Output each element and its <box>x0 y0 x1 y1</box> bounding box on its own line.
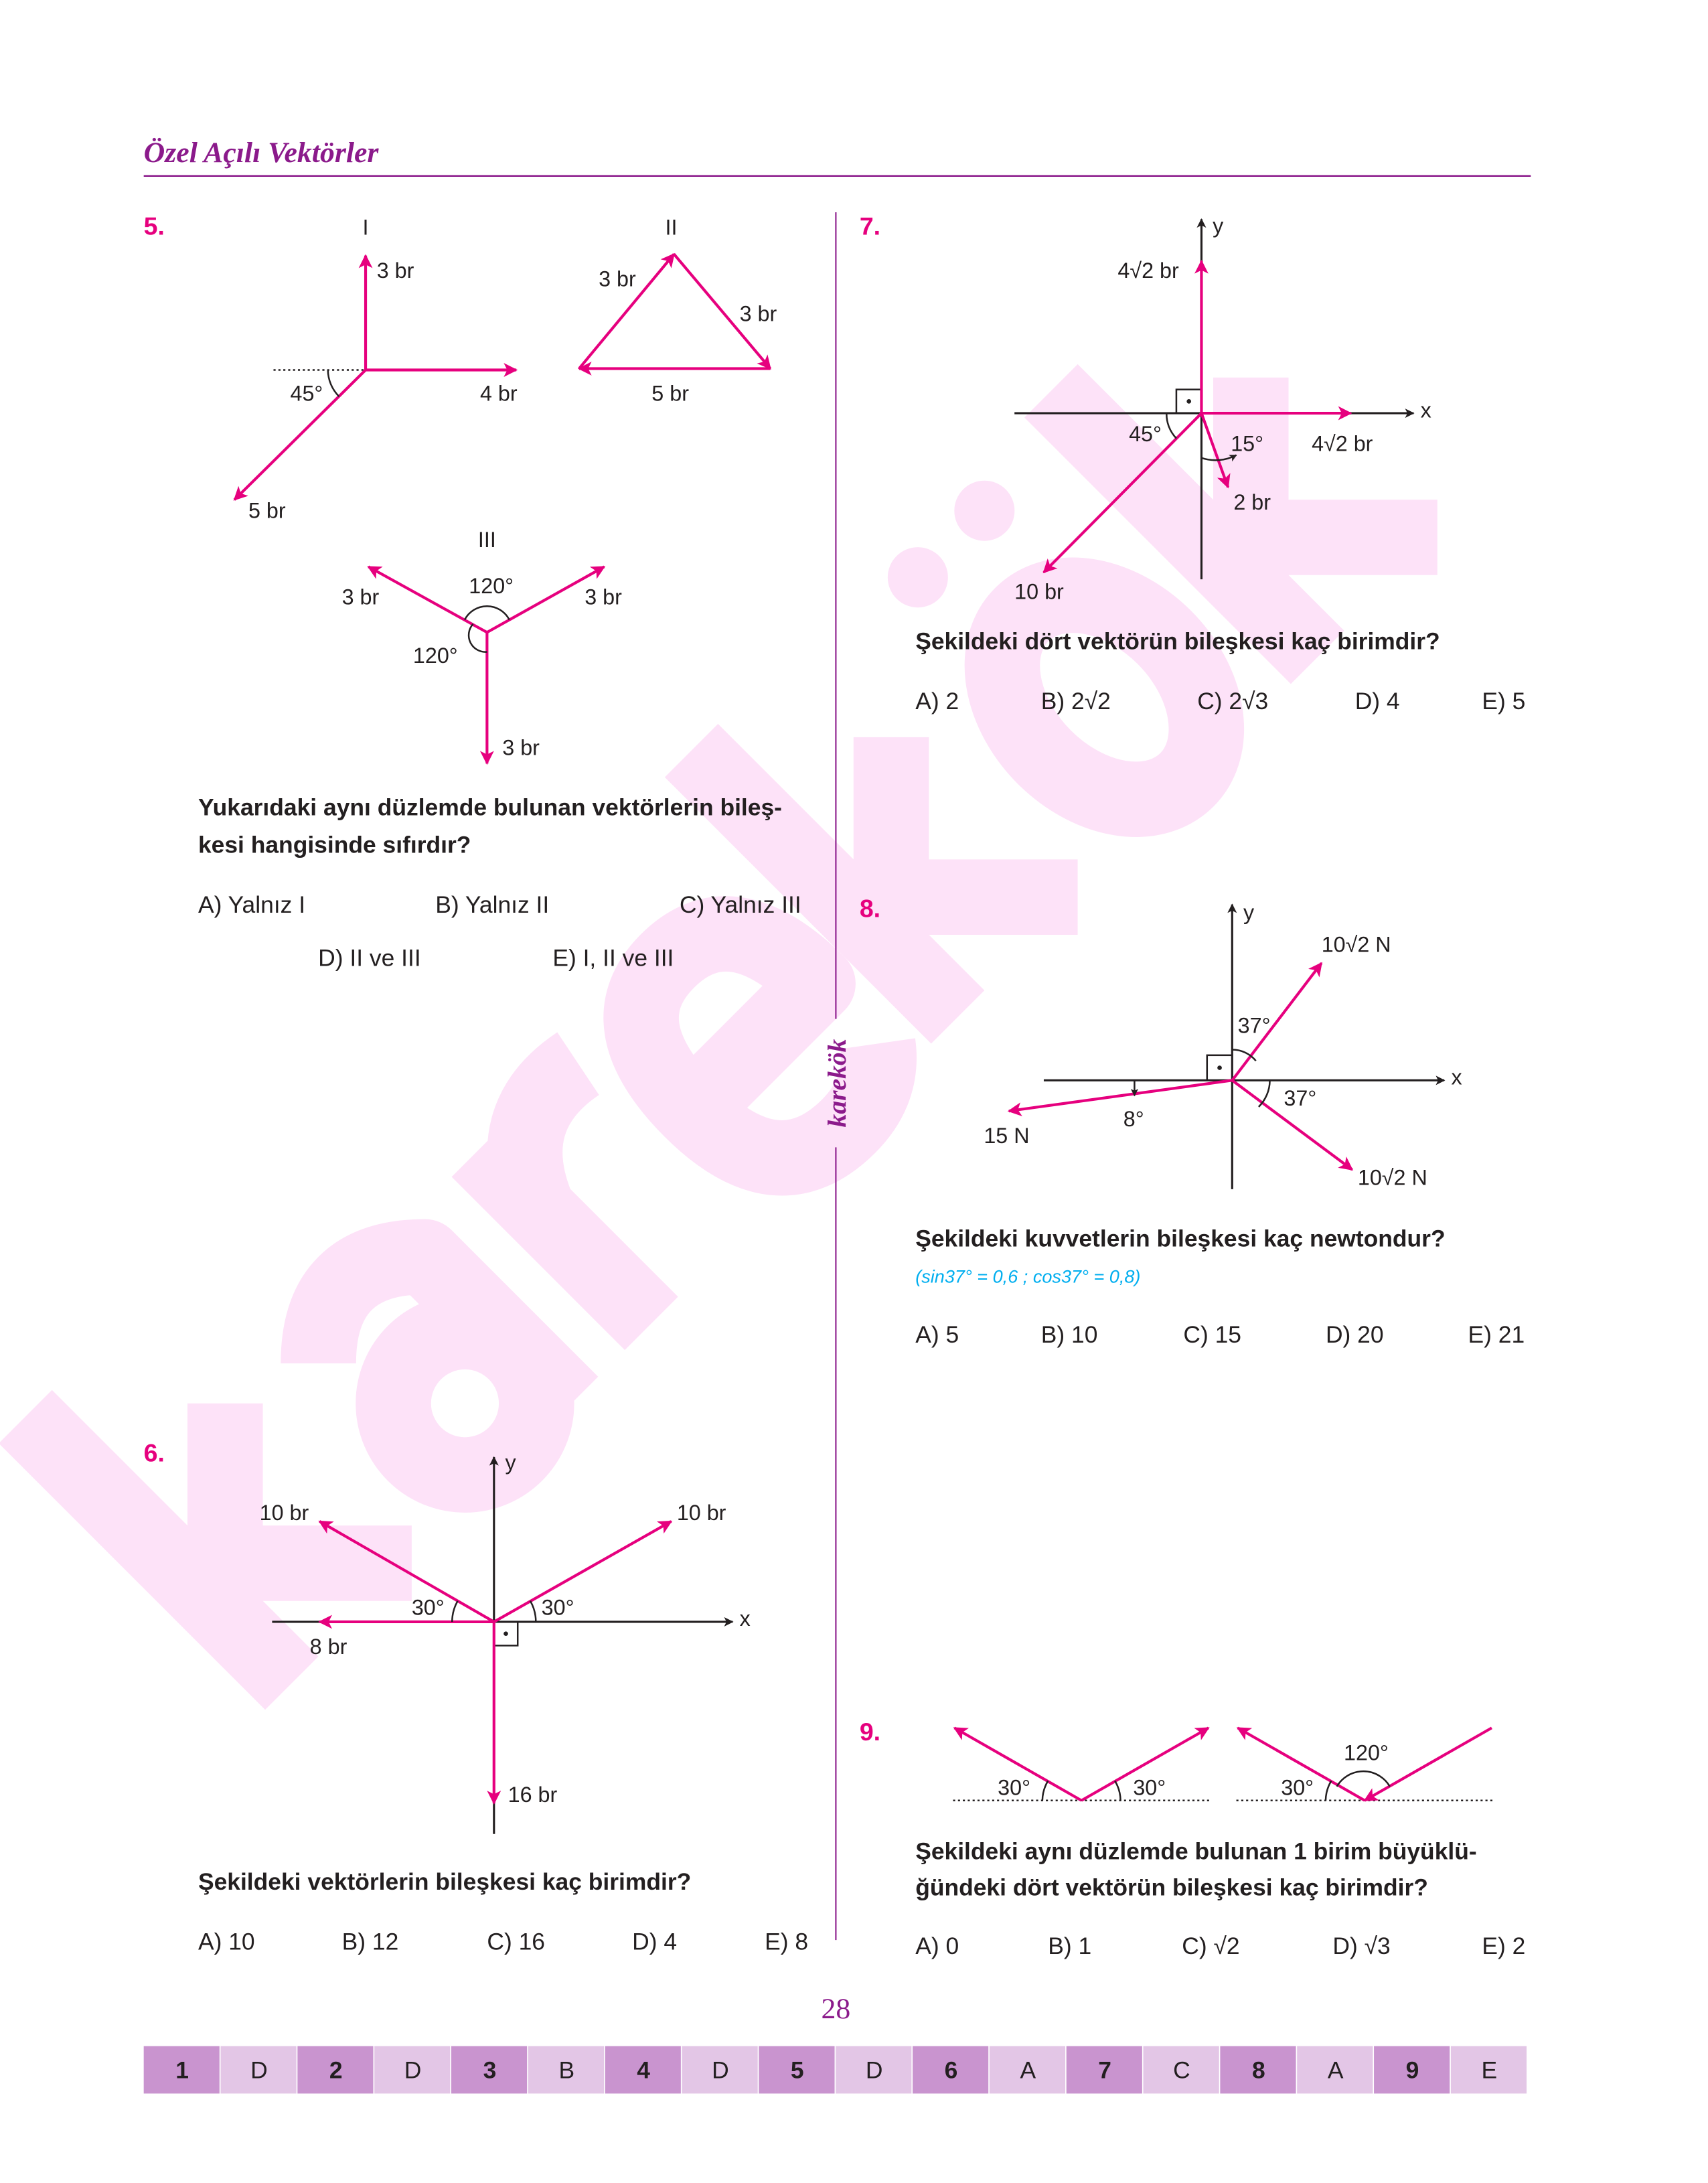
x-axis-label: x <box>1420 398 1431 423</box>
answer-letter: D <box>404 2056 422 2084</box>
option-c: C) Yalnız III <box>679 891 801 919</box>
answer-letter: C <box>1173 2056 1190 2084</box>
angle-label: 30° <box>998 1775 1031 1800</box>
option-d: D) 4 <box>1354 687 1400 714</box>
angle-label: 15° <box>1231 431 1264 456</box>
option-a: A) Yalnız I <box>198 891 306 919</box>
question-text: Şekildeki aynı düzlemde bulunan 1 birim büyüklü- <box>915 1837 1477 1865</box>
option-d: D) II ve III <box>318 944 421 972</box>
option-b: B) 1 <box>1048 1933 1092 1960</box>
answer-letter: D <box>712 2056 729 2084</box>
label: 3 br <box>585 585 622 609</box>
option-a: A) 5 <box>915 1321 959 1349</box>
option-e: E) 21 <box>1468 1321 1525 1349</box>
option-e: E) I, II ve III <box>552 944 674 972</box>
question-number: 5. <box>143 212 165 240</box>
label: 5 br <box>248 498 286 523</box>
question-number: 8. <box>859 894 881 923</box>
option-c: C) 16 <box>487 1928 545 1955</box>
question-text: Yukarıdaki aynı düzlemde bulunan vektörlerin bileş- <box>198 794 782 821</box>
label: 3 br <box>739 301 777 326</box>
answer-key <box>144 2046 1527 2094</box>
label: 4√2 br <box>1117 258 1179 283</box>
y-axis-label: y <box>1213 214 1224 238</box>
question-number: 7. <box>859 212 881 240</box>
option-c: C) √2 <box>1182 1933 1240 1960</box>
question-text: kesi hangisinde sıfırdır? <box>198 831 471 858</box>
question-number: 6. <box>143 1438 165 1467</box>
answer-question-number: 8 <box>1251 2056 1265 2084</box>
label: 2 br <box>1233 490 1271 514</box>
label: 4 br <box>479 381 518 406</box>
angle-label: 30° <box>541 1595 574 1620</box>
answer-question-number: 5 <box>790 2056 804 2084</box>
option-d: D) 20 <box>1325 1321 1384 1349</box>
answer-question-number: 1 <box>175 2056 189 2084</box>
figure-iii <box>342 528 623 763</box>
hint-text: (sin37° = 0,6 ; cos37° = 0,8) <box>915 1266 1141 1287</box>
figure-title: II <box>665 215 678 240</box>
option-e: E) 5 <box>1482 687 1526 714</box>
vector-up-right <box>494 1521 672 1622</box>
label: 4√2 br <box>1312 431 1373 456</box>
label: 8 br <box>309 1634 347 1659</box>
option-d: D) √3 <box>1332 1933 1391 1960</box>
option-b: B) 12 <box>341 1928 399 1955</box>
option-a: A) 2 <box>915 687 959 714</box>
label: 10√2 N <box>1321 932 1391 957</box>
y-axis-label: y <box>1243 900 1255 925</box>
option-d: D) 4 <box>632 1928 678 1955</box>
angle-label: 120° <box>412 644 458 668</box>
option-c: C) 15 <box>1183 1321 1241 1349</box>
x-axis-label: x <box>739 1606 751 1631</box>
option-a: A) 0 <box>915 1933 959 1960</box>
angle-label: 8° <box>1123 1107 1144 1132</box>
angle-label: 30° <box>411 1595 445 1620</box>
answer-letter: B <box>558 2056 575 2084</box>
label: 10 br <box>676 1500 726 1525</box>
angle-label: 45° <box>1129 421 1162 446</box>
figure-ii <box>579 215 777 405</box>
question-text: Şekildeki kuvvetlerin bileşkesi kaç newtondur? <box>915 1225 1446 1252</box>
option-c: C) 2√3 <box>1197 687 1269 714</box>
question-text: ğündeki dört vektörün bileşkesi kaç birimdir? <box>915 1874 1428 1901</box>
answer-letter: E <box>1481 2056 1498 2084</box>
option-b: B) 2√2 <box>1040 687 1111 714</box>
answer-question-number: 6 <box>944 2056 958 2084</box>
label: 5 br <box>651 381 689 406</box>
question-5 <box>144 212 801 971</box>
page-title: Özel Açılı Vektörler <box>143 136 379 169</box>
question-number: 9. <box>859 1718 881 1746</box>
answer-question-number: 2 <box>329 2056 343 2084</box>
label: 10 br <box>259 1500 309 1525</box>
x-axis-label: x <box>1451 1065 1462 1089</box>
option-b: B) Yalnız II <box>435 891 550 919</box>
angle-label: 37° <box>1284 1085 1317 1110</box>
angle-label: 30° <box>1133 1775 1166 1800</box>
option-a: A) 10 <box>198 1928 255 1955</box>
question-7 <box>860 212 1525 714</box>
answer-question-number: 3 <box>483 2056 497 2084</box>
answer-letter: D <box>865 2056 883 2084</box>
figure-title: III <box>477 528 496 552</box>
label: 3 br <box>599 267 636 291</box>
answer-letter: A <box>1327 2056 1344 2084</box>
vector-left <box>1009 1080 1232 1111</box>
label: 15 N <box>984 1124 1030 1148</box>
label: 3 br <box>341 585 380 609</box>
question-8 <box>860 894 1525 1348</box>
figure-title: I <box>362 215 369 240</box>
label: 10 br <box>1014 579 1064 604</box>
label: 10√2 N <box>1357 1165 1427 1190</box>
question-text: Şekildeki dört vektörün bileşkesi kaç birimdir? <box>915 627 1440 655</box>
label: 16 br <box>508 1782 558 1807</box>
option-e: E) 8 <box>765 1928 809 1955</box>
spine-logo: karekök <box>822 1039 852 1128</box>
figure-i <box>234 215 518 522</box>
page-number: 28 <box>821 1992 851 2025</box>
watermark-letter-a <box>292 1230 572 1510</box>
answer-question-number: 7 <box>1098 2056 1111 2084</box>
option-e: E) 2 <box>1482 1933 1526 1960</box>
option-b: B) 10 <box>1040 1321 1098 1349</box>
answer-letter: D <box>250 2056 268 2084</box>
answer-question-number: 4 <box>637 2056 650 2084</box>
answer-letter: A <box>1020 2056 1036 2084</box>
question-9 <box>860 1718 1525 1959</box>
question-text: Şekildeki vektörlerin bileşkesi kaç birimdir? <box>198 1868 692 1896</box>
y-axis-label: y <box>505 1450 516 1475</box>
label: 3 br <box>502 735 540 760</box>
angle-label: 45° <box>290 381 323 406</box>
angle-label: 120° <box>469 573 514 598</box>
angle-label: 37° <box>1237 1013 1271 1038</box>
label: 3 br <box>376 258 414 283</box>
angle-label: 30° <box>1281 1775 1314 1800</box>
answer-question-number: 9 <box>1405 2056 1419 2084</box>
angle-label: 120° <box>1344 1740 1389 1765</box>
